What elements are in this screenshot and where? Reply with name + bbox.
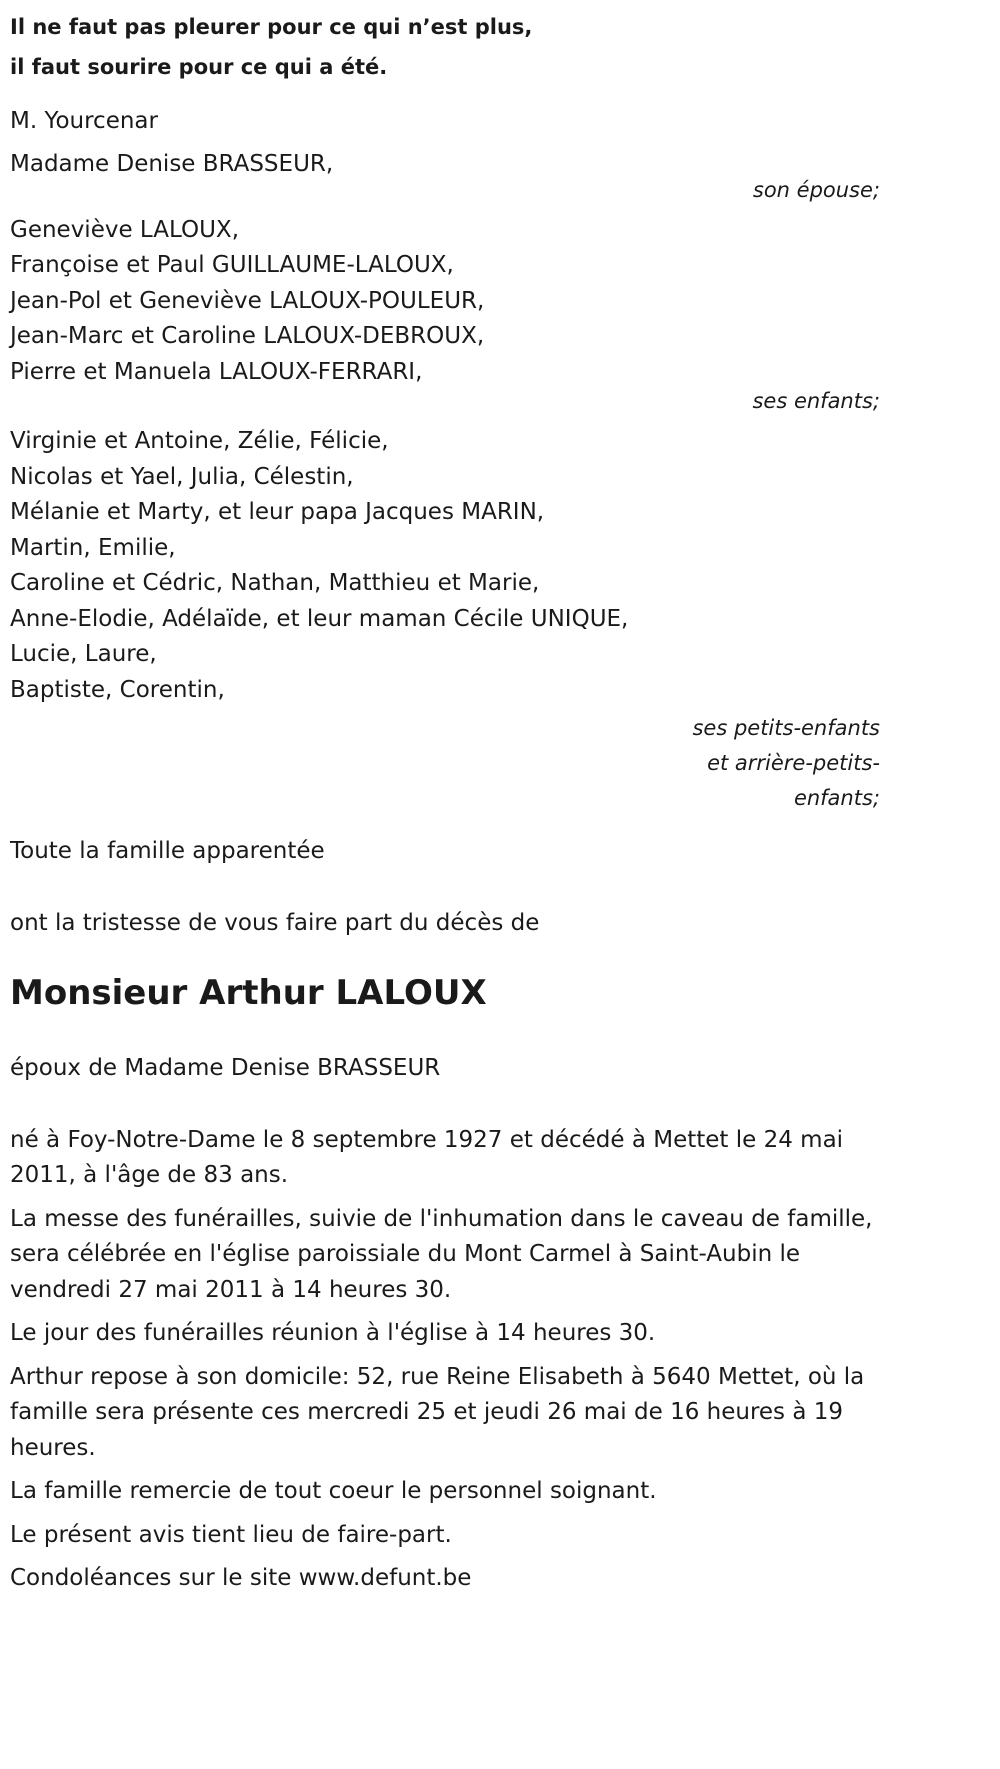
thanks-paragraph: La famille remercie de tout coeur le personnel soignant.	[10, 1478, 657, 1504]
meeting-paragraph: Le jour des funérailles réunion à l'église à 14 heures 30.	[10, 1320, 656, 1346]
grandchild-line: Baptiste, Corentin,	[10, 676, 225, 703]
child-line: Pierre et Manuela LALOUX-FERRARI,	[10, 358, 423, 385]
spouse-role: son épouse;	[752, 177, 880, 202]
epigraph	[10, 7, 880, 137]
deceased-name: Monsieur Arthur LALOUX	[10, 973, 487, 1013]
spouse-name: Madame Denise BRASSEUR,	[10, 151, 334, 177]
condolences-paragraph: Condoléances sur le site www.defunt.be	[10, 1565, 472, 1591]
family-line: Toute la famille apparentée	[10, 838, 325, 864]
obituary-notice	[10, 0, 880, 1597]
grandchildren-role: ses petits-enfants et arrière-petits-enfants;	[692, 716, 880, 810]
child-line: Jean-Pol et Geneviève LALOUX-POULEUR,	[10, 287, 485, 314]
grandchild-line: Martin, Emilie,	[10, 534, 176, 561]
notice-paragraph: Le présent avis tient lieu de faire-part.	[10, 1521, 452, 1548]
quote-line: il faut sourire pour ce qui a été.	[10, 55, 388, 79]
grandchild-line: Lucie, Laure,	[10, 641, 157, 667]
child-line: Jean-Marc et Caroline LALOUX-DEBROUX,	[10, 323, 485, 349]
children-role: ses enfants;	[752, 389, 880, 413]
announcement-line: ont la tristesse de vous faire part du décès de	[10, 909, 540, 936]
grandchildren-section	[10, 424, 880, 708]
grandchild-line: Virginie et Antoine, Zélie, Félicie,	[10, 428, 389, 454]
quote-line: Il ne faut pas pleurer pour ce qui n’est plus,	[10, 15, 533, 39]
grandchild-line: Caroline et Cédric, Nathan, Matthieu et Marie,	[10, 570, 540, 596]
child-line: Geneviève LALOUX,	[10, 216, 240, 243]
quote-author: M. Yourcenar	[10, 108, 158, 134]
grandchild-line: Anne-Elodie, Adélaïde, et leur maman Cécile UNIQUE,	[10, 605, 629, 632]
children-section	[10, 213, 880, 391]
grandchild-line: Nicolas et Yael, Julia, Célestin,	[10, 463, 354, 490]
deceased-spouse-line: époux de Madame Denise BRASSEUR	[10, 1055, 441, 1081]
rest-paragraph: Arthur repose à son domicile: 52, rue Reine Elisabeth à 5640 Mettet, où la famille sera présente ces mercredi 25 et jeudi 26 mai de 16 heures à 19 heures.	[10, 1363, 865, 1461]
grandchild-line: Mélanie et Marty, et leur papa Jacques MARIN,	[10, 499, 545, 525]
funeral-paragraph: La messe des funérailles, suivie de l'inhumation dans le caveau de famille, sera célébrée en l'église paroissiale du Mont Carmel à Saint-Aubin le vendredi 27 mai 2011 à 14 heures 30.	[10, 1205, 873, 1303]
child-line: Françoise et Paul GUILLAUME-LALOUX,	[10, 252, 454, 278]
birth-death-paragraph: né à Foy-Notre-Dame le 8 septembre 1927 et décédé à Mettet le 24 mai 2011, à l'âge de 83 ans.	[10, 1126, 844, 1188]
